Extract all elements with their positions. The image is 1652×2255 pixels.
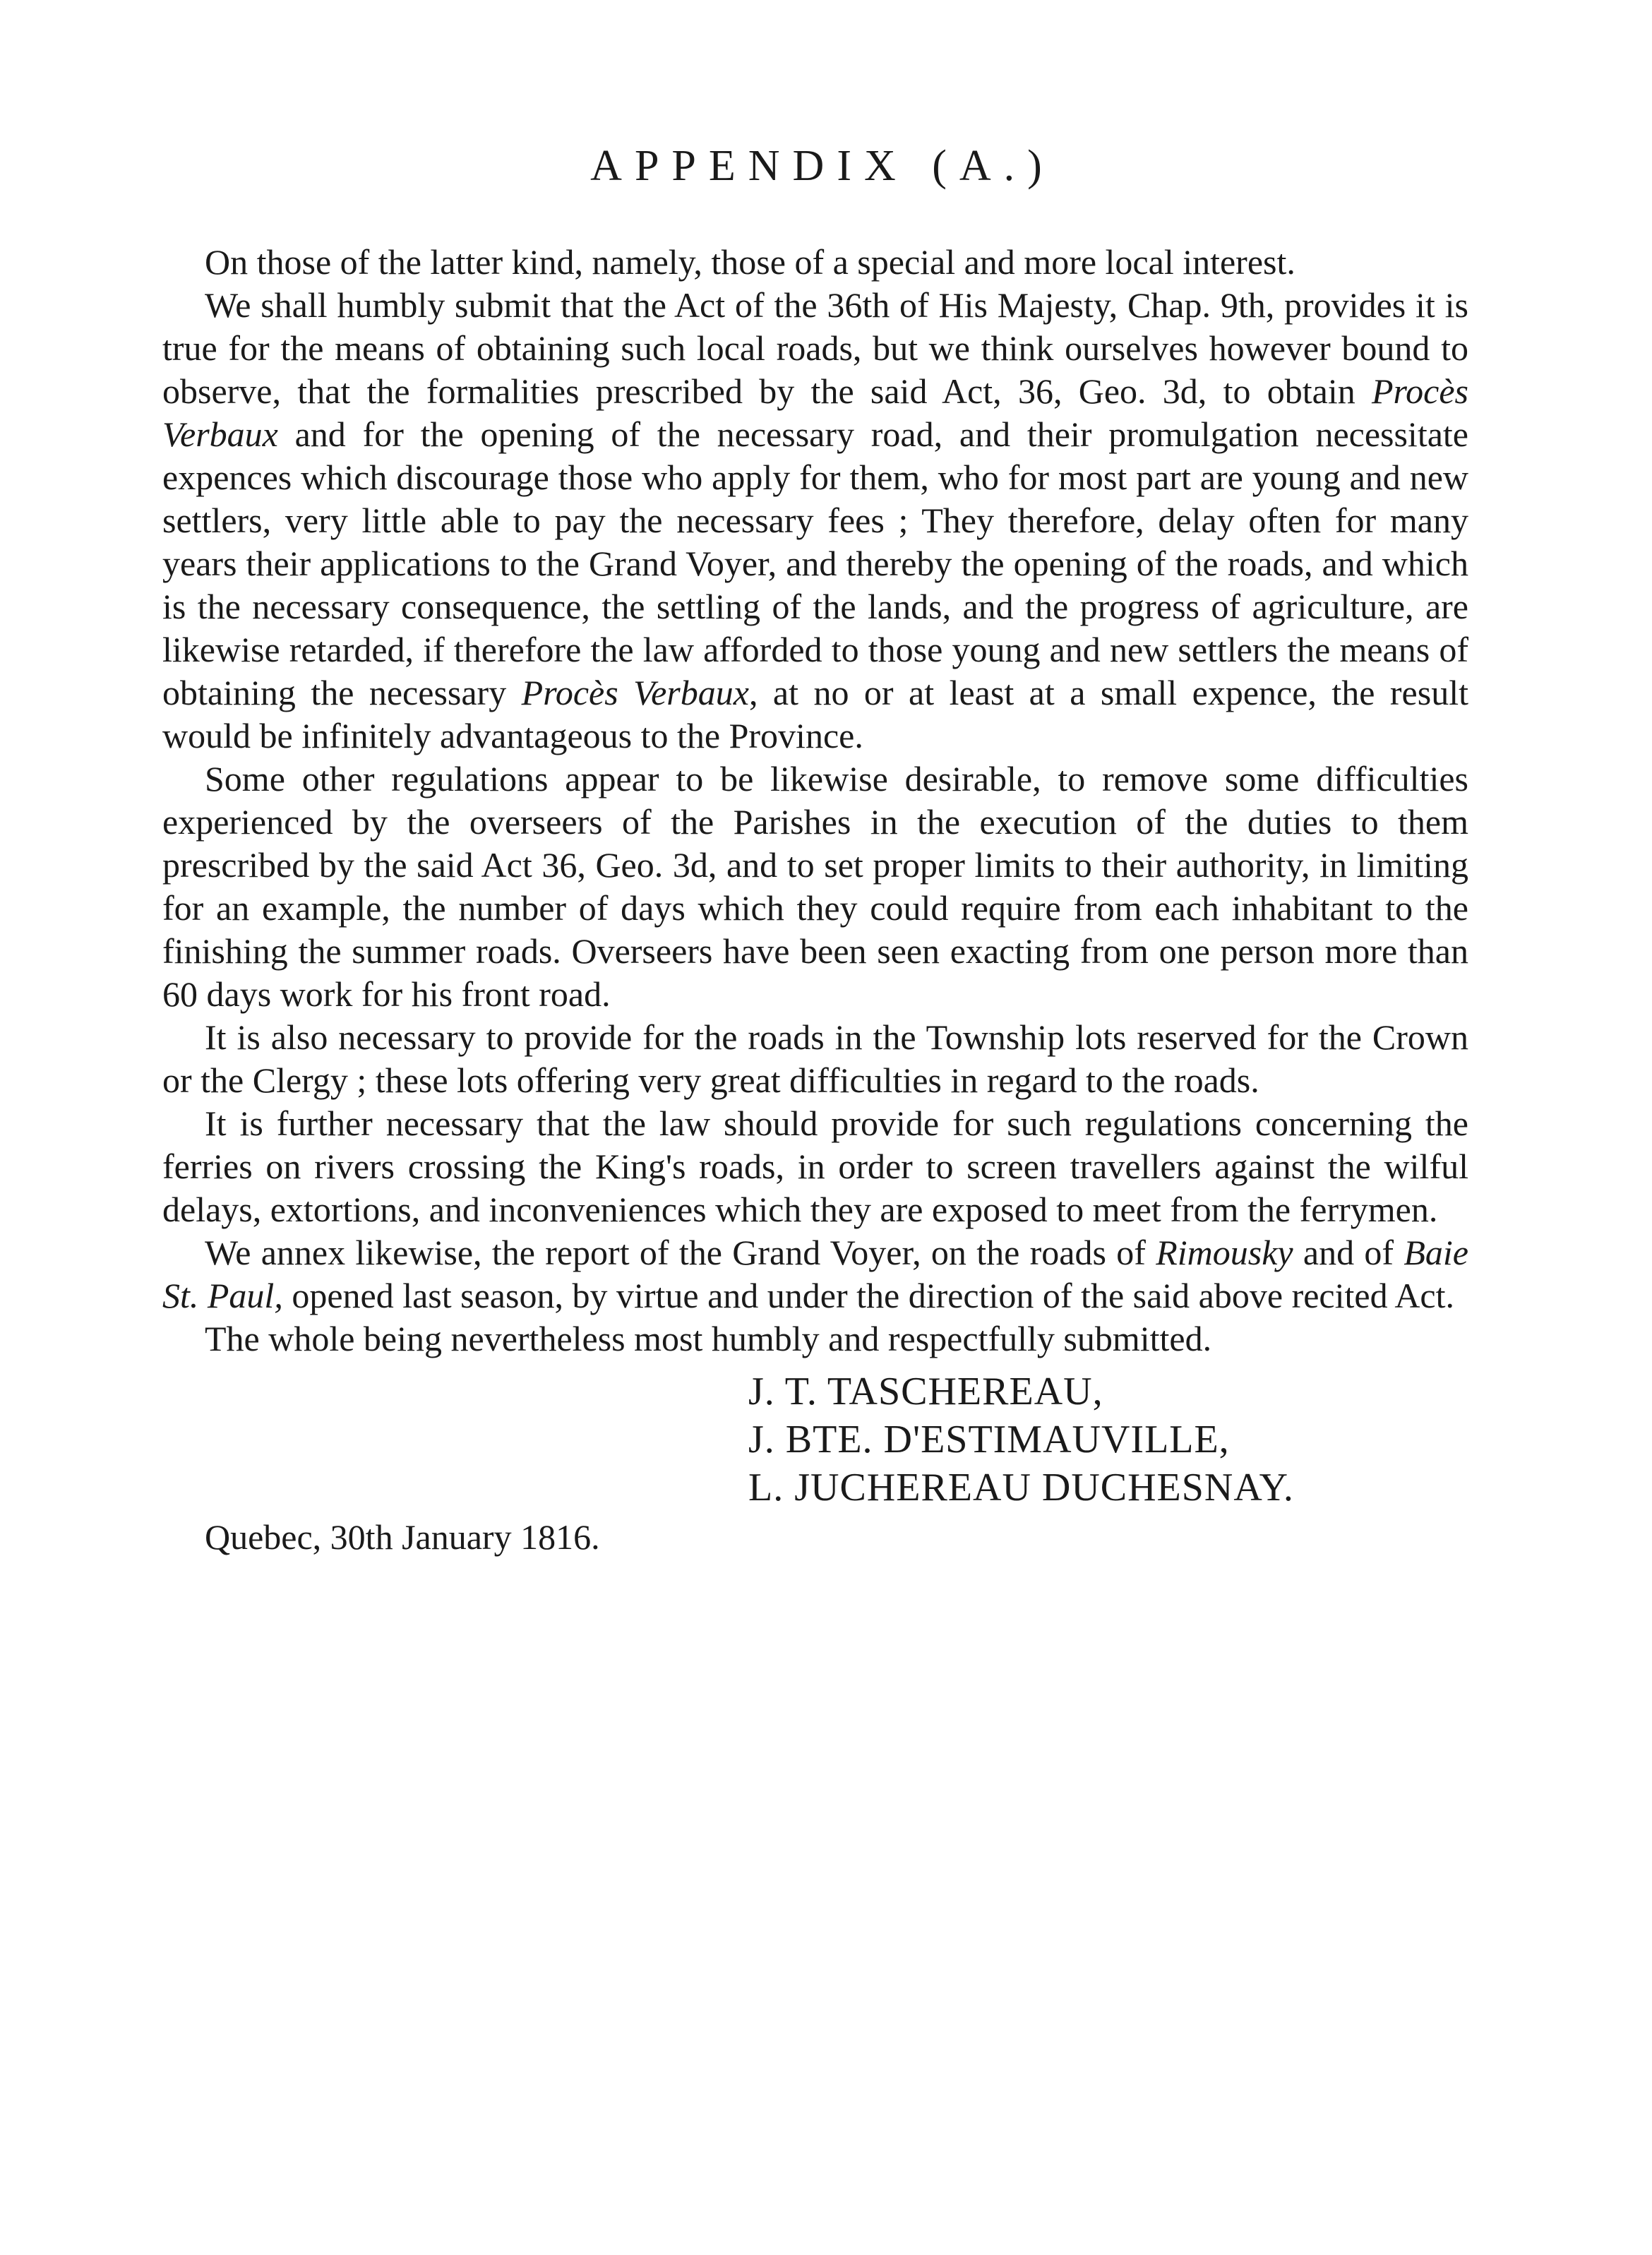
text-run: , at no or at least at a small expence, the result would be infinitely advantageous to the Province.: [162, 673, 1468, 755]
italic-text: Procès Verbaux: [521, 673, 749, 712]
paragraph: [162, 1231, 1468, 1317]
text-run: It is also necessary to provide for the roads in the Township lots reserved for the Crown or the Clergy ; these lots offering very great difficulties in regard to the roads.: [162, 1017, 1468, 1100]
paragraph: [162, 284, 1468, 758]
signature-block: [748, 1368, 1468, 1512]
paragraph: [162, 241, 1468, 284]
dateline: Quebec, 30th January 1816.: [205, 1517, 600, 1557]
italic-text: Procès Verbaux: [162, 371, 1468, 454]
paragraph: [162, 758, 1468, 1016]
signature-1: J. T. TASCHEREAU,: [748, 1370, 1103, 1413]
text-run: It is further necessary that the law should provide for such regulations concerning the ferries on rivers crossing the King's roads, in order to screen travellers against the wilful delays, extortions, and inconveniences which they are exposed to meet from the ferrymen.: [162, 1103, 1468, 1229]
document-page: [162, 141, 1468, 1558]
text-run: We shall humbly submit that the Act of the 36th of His Majesty, Chap. 9th, provides it is true for the means of obtaining such local roads, but we think ourselves however bound to observe, that the formalities prescribed by the said Act, 36, Geo. 3d, to obtain: [162, 285, 1468, 411]
text-run: We annex likewise, the report of the Grand Voyer, on the roads of: [205, 1233, 1156, 1272]
signature-3: L. JUCHEREAU DUCHESNAY.: [748, 1466, 1294, 1509]
signature-2: J. BTE. D'ESTIMAUVILLE,: [748, 1418, 1230, 1461]
text-run: The whole being nevertheless most humbly and respectfully submitted.: [205, 1319, 1212, 1358]
text-run: and of: [1293, 1233, 1404, 1272]
text-run: and for the opening of the necessary road, and their promulgation necessitate expences which discourage those who apply for them, who for most part are young and new settlers, very little able to pay the necessary fees ; They therefore, delay often for many years their applications to the Grand Voyer, and thereby the opening of the roads, and which is the necessary consequence, the settling of the lands, and the progress of agriculture, are likewise retarded, if therefore the law afforded to those young and new settlers the means of obtaining the necessary: [162, 414, 1468, 712]
text-run: On those of the latter kind, namely, those of a special and more local interest.: [205, 242, 1295, 282]
paragraph: [162, 1317, 1468, 1360]
text-run: opened last season, by virtue and under the direction of the said above recited Act.: [282, 1276, 1455, 1315]
paragraph: [162, 1102, 1468, 1231]
italic-text: Rimousky: [1156, 1233, 1293, 1272]
page-heading: APPENDIX (A.): [590, 142, 1055, 190]
paragraph: [162, 1016, 1468, 1102]
body-text: [162, 241, 1468, 1360]
text-run: Some other regulations appear to be likewise desirable, to remove some difficulties experienced by the overseers of the Parishes in the execution of the duties to them prescribed by the said Act 36, Geo. 3d, and to set proper limits to their authority, in limiting for an example, the number of days which they could require from each inhabitant to the finishing the summer roads. Overseers have been seen exacting from one person more than 60 days work for his front road.: [162, 759, 1468, 1014]
italic-text: Baie St. Paul,: [162, 1233, 1469, 1315]
